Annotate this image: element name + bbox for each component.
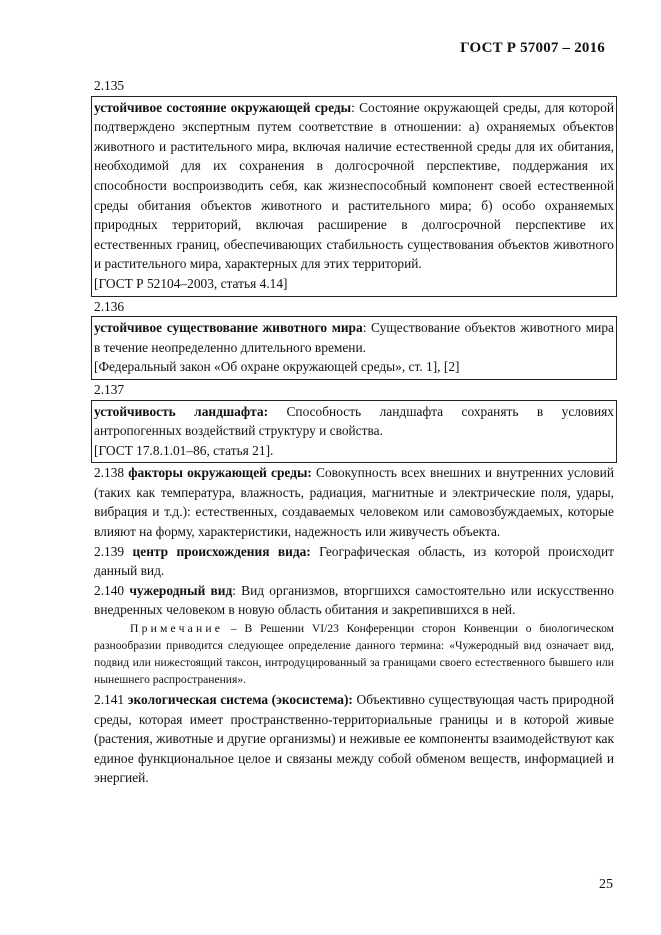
note-label: Примечание [130,622,224,636]
page-number: 25 [599,877,613,892]
term-box-2-136 [91,316,617,380]
note [94,620,614,688]
source-reference: [ГОСТ 17.8.1.01–86, статья 21]. [94,442,274,458]
entry-number: 2.138 [94,465,129,481]
entry-number: 2.140 [94,582,130,598]
entry-2-139 [94,542,614,581]
term: устойчивое существование животного мира [94,320,363,336]
source-reference: [ГОСТ Р 52104–2003, статья 4.14] [94,275,288,291]
entry-number: 2.141 [94,692,128,708]
definition: Объективно существующая часть природной среды, которая имеет пространственно-территориальные границы и в которой живые (растения, животные и другие организмы) и неживые ее компоненты взаимодействуют как единое функциональное целое и связаны между собой обменом веществ, информацией и энергией. [94,692,614,786]
entry-number: 2.137 [94,381,125,397]
entry-number: 2.135 [94,78,125,93]
document-code-header: ГОСТ Р 57007 – 2016 [460,40,605,56]
definition: : Вид организмов, вторгшихся самостоятельно или искусственно внедренных человеком в новую область обитания и закрепившихся в ней. [94,582,614,618]
term-box-2-137 [91,400,617,464]
definition: : Состояние окружающей среды, для которой подтверждено экспертным путем соответствие в отношении: а) охраняемых объектов животного и растительного мира, включая наличие естественной среды для их обитания, необходимой для их сохранения в долгосрочной перспективе, поддержания их способности воспроизводить себя, как жизнеспособный компонент своей естественной среды обитания объектов животного и растительного мира; б) особо охраняемых природных территорий, включая расширение в долгосрочной перспективе их естественных границ, обеспечивающих стабильность существования объектов животного и растительного мира, характерных для этих территорий. [94,99,614,272]
term: чужеродный вид [129,582,233,598]
note-text: – В Решении VI/23 Конференции сторон Конвенции о биологическом разнообразии приводится следующее определение данного термина: «Чужеродный вид означает вид, подвид или нижестоящий таксон, интродуцированный за границами своего естественного бывшего или нынешнего распространения». [94,622,614,687]
definition: Совокупность всех внешних и внутренних условий (таких как температура, влажность, радиация, магнитные и электрические поля, удары, вибрация и т.д.): естественных, создаваемых человеком или самовозбуждаемых, которые влияют на форму, характеристики, надежность или живучесть объекта. [94,465,615,540]
entry-number: 2.139 [94,543,133,559]
entry-2-141 [94,690,614,788]
term: устойчивость ландшафта: [94,403,269,419]
document-body [94,76,614,788]
definition: Географическая область, из которой происходит данный вид. [94,543,614,579]
source-reference: [Федеральный закон «Об охране окружающей среды», ст. 1], [2] [94,359,460,375]
definition: : Существование объектов животного мира в течение неопределенно длительного времени. [94,320,614,355]
term: центр происхождения вида: [132,543,311,559]
term: экологическая система (экосистема): [127,692,353,708]
entry-2-140 [94,581,614,620]
term: факторы окружающей среды: [128,465,312,481]
term: устойчивое состояние окружающей среды [94,99,352,115]
definition: Способность ландшафта сохранять в условиях антропогенных воздействий структуру и свойства. [94,403,615,439]
term-box-2-135 [91,96,617,297]
entry-2-138 [94,463,614,541]
entry-number: 2.136 [94,298,125,314]
